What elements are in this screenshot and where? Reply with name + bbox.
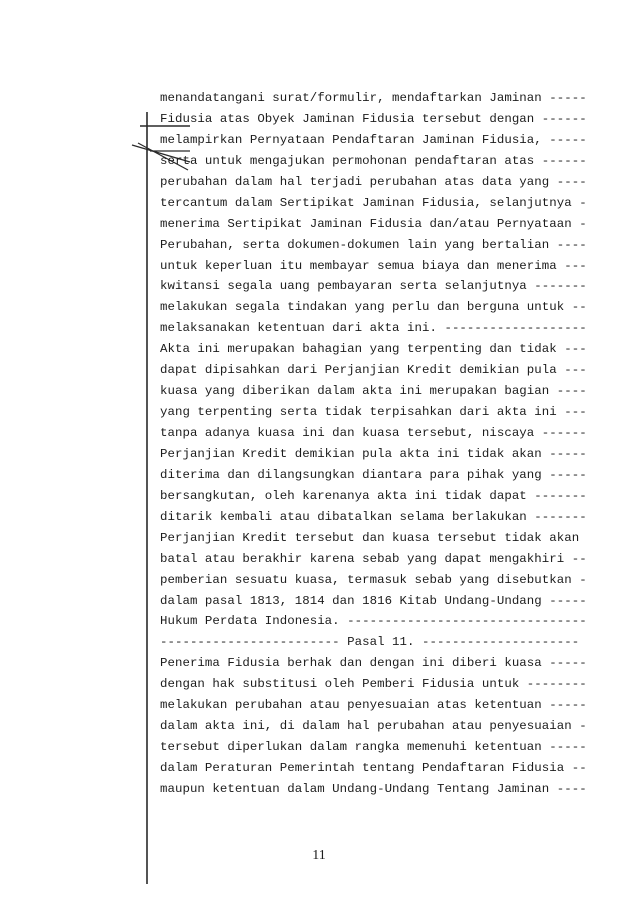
text-line: dalam akta ini, di dalam hal perubahan atau penyesuaian - (160, 719, 587, 734)
text-line: Hukum Perdata Indonesia. -------------------------------- (160, 614, 587, 629)
text-line: Penerima Fidusia berhak dan dengan ini diberi kuasa ----- (160, 656, 587, 671)
text-line: batal atau berakhir karena sebab yang dapat mengakhiri -- (160, 551, 587, 566)
text-line: menerima Sertipikat Jaminan Fidusia dan/atau Pernyataan - (160, 216, 587, 231)
text-line: tersebut diperlukan dalam rangka memenuhi ketentuan ----- (160, 740, 587, 755)
text-line: melampirkan Pernyataan Pendaftaran Jaminan Fidusia, ----- (160, 132, 587, 147)
text-line: serta untuk mengajukan permohonan pendaftaran atas ------ (160, 153, 587, 168)
page-number: 11 (312, 848, 326, 863)
text-line: kwitansi segala uang pembayaran serta selanjutnya ------- (160, 279, 587, 294)
text-line: Perjanjian Kredit tersebut dan kuasa tersebut tidak akan (160, 530, 580, 545)
text-line: melaksanakan ketentuan dari akta ini. ------------------- (160, 321, 587, 336)
text-line: melakukan perubahan atau penyesuaian atas ketentuan ----- (160, 698, 587, 713)
text-line: menandatangani surat/formulir, mendaftarkan Jaminan ----- (160, 91, 587, 105)
text-line: kuasa yang diberikan dalam akta ini merupakan bagian ---- (160, 384, 587, 399)
text-line: tanpa adanya kuasa ini dan kuasa tersebut, niscaya ------ (160, 426, 587, 440)
text-line: Perubahan, serta dokumen-dokumen lain yang bertalian ---- (160, 237, 587, 252)
text-line: dalam pasal 1813, 1814 dan 1816 Kitab Undang-Undang ----- (160, 593, 587, 608)
pasal-heading: ------------------------ Pasal 11. --------------------- (160, 635, 580, 650)
text-line: melakukan segala tindakan yang perlu dan berguna untuk -- (160, 300, 587, 315)
text-line: untuk keperluan itu membayar semua biaya dan menerima --- (160, 258, 587, 273)
text-line: Fidusia atas Obyek Jaminan Fidusia tersebut dengan ------ (160, 111, 587, 126)
text-line: pemberian sesuatu kuasa, termasuk sebab yang disebutkan - (160, 572, 587, 587)
text-line: dengan hak substitusi oleh Pemberi Fidusia untuk -------- (160, 677, 587, 692)
text-line: bersangkutan, oleh karenanya akta ini tidak dapat ------- (160, 488, 587, 503)
text-line: Perjanjian Kredit demikian pula akta ini tidak akan ----- (160, 446, 587, 461)
document-body-text (160, 88, 605, 800)
text-line: dapat dipisahkan dari Perjanjian Kredit demikian pula --- (160, 363, 587, 378)
text-line: maupun ketentuan dalam Undang-Undang Tentang Jaminan ---- (160, 781, 587, 796)
text-line: perubahan dalam hal terjadi perubahan atas data yang ---- (160, 174, 587, 189)
text-line: ditarik kembali atau dibatalkan selama berlakukan ------- (160, 509, 587, 524)
text-line: tercantum dalam Sertipikat Jaminan Fidusia, selanjutnya - (160, 195, 587, 210)
text-line: Akta ini merupakan bahagian yang terpenting dan tidak --- (160, 342, 587, 357)
text-line: dalam Peraturan Pemerintah tentang Pendaftaran Fidusia -- (160, 761, 587, 775)
text-line: yang terpenting serta tidak terpisahkan dari akta ini --- (160, 405, 587, 420)
text-line: diterima dan dilangsungkan diantara para pihak yang ----- (160, 467, 587, 482)
